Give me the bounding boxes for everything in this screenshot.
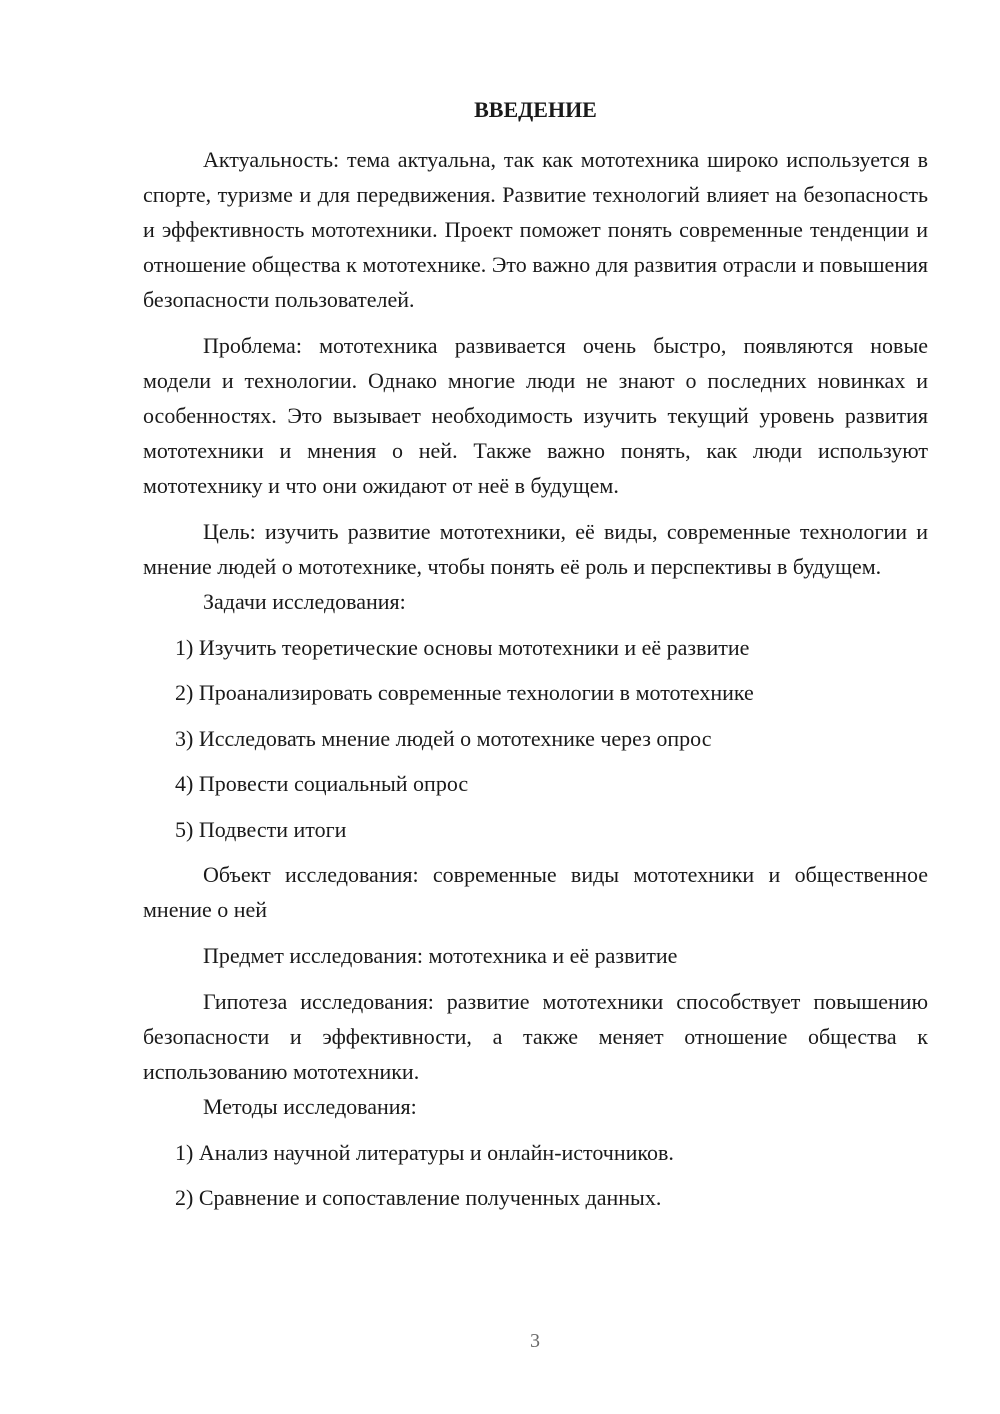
document-page [143,92,928,1215]
relevance-paragraph: Актуальность: тема актуальна, так как мототехника широко используется в спорте, туризме и для передвижения. Развитие технологий влияет на безопасность и эффективность мототехники. Проект поможет понять современные тенденции и отношение общества к мототехнике. Это важно для развития отрасли и повышения безопасности пользователей. [143,147,928,312]
tasks-heading: Задачи исследования: [203,589,406,614]
hypothesis-paragraph: Гипотеза исследования: развитие мототехники способствует повышению безопасности и эффективности, а также меняет отношение общества к использованию мототехники. [143,989,928,1084]
list-item: 2) Сравнение и сопоставление полученных данных. [175,1185,662,1210]
section-title: ВВЕДЕНИЕ [474,97,597,122]
methods-list [143,1135,928,1216]
page-number: 3 [530,1330,540,1352]
list-item: 5) Подвести итоги [175,816,347,842]
methods-heading: Методы исследования: [203,1094,417,1119]
tasks-list [143,630,928,847]
object-paragraph: Объект исследования: современные виды мототехники и общественное мнение о ней [143,862,928,922]
list-item: 1) Изучить теоретические основы мототехники и её развитие [175,634,750,660]
problem-paragraph: Проблема: мототехника развивается очень быстро, появляются новые модели и технологии. Однако многие люди не знают о последних новинках и особенностях. Это вызывает необходимость изучить текущий уровень развития мототехники и мнения о ней. Также важно понять, как люди используют мототехнику и что они ожидают от неё в будущем. [143,333,928,498]
list-item: 2) Проанализировать современные технологии в мототехнике [175,680,754,705]
list-item: 1) Анализ научной литературы и онлайн-источников. [175,1139,674,1165]
goal-paragraph: Цель: изучить развитие мототехники, её виды, современные технологии и мнение людей о мототехнике, чтобы понять её роль и перспективы в будущем. [143,519,928,579]
subject-paragraph: Предмет исследования: мототехника и её развитие [203,943,678,968]
list-item: 4) Провести социальный опрос [175,771,469,796]
list-item: 3) Исследовать мнение людей о мототехнике через опрос [175,725,712,751]
